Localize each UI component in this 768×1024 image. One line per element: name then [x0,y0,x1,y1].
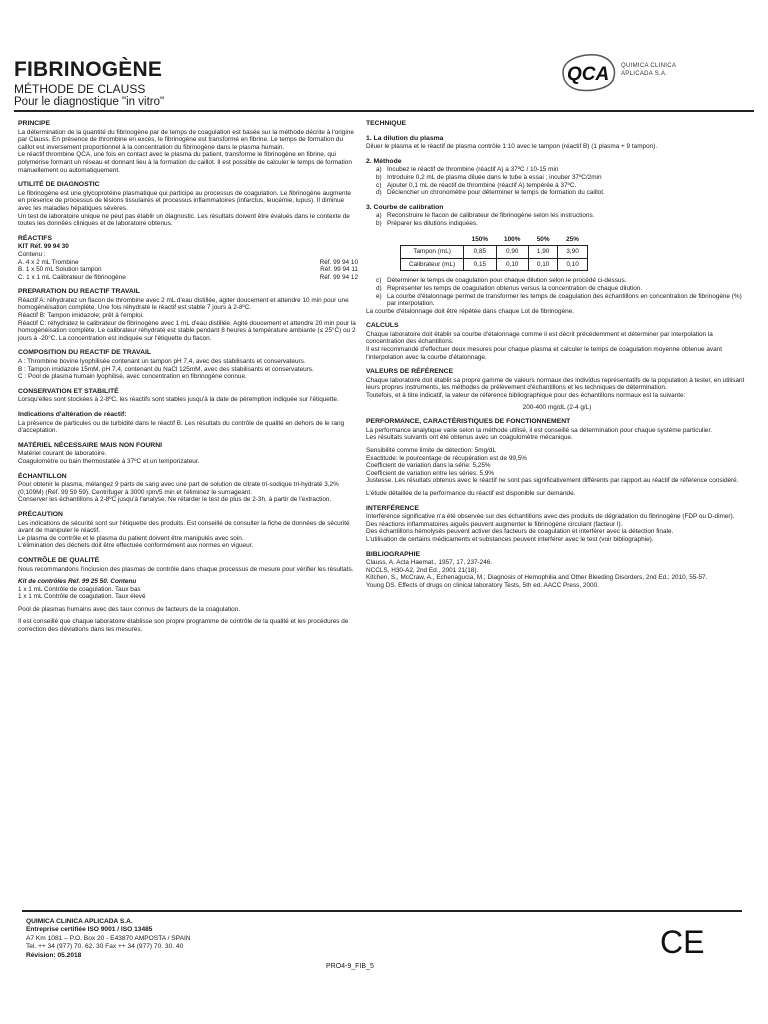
paragraph: L'élimination des déchets doit être effectuée conformément aux normes en vigueur. [18,542,254,550]
paragraph: A : Thrombine bovine lyophilisée contenant un tampon pH 7,4, avec des stabilisants et conservateurs. [18,358,306,366]
control-kit-reference: Kit de contrôles Réf. 99 25 50. Contenu [18,578,137,586]
paragraph: Des réactions inflammatoires aiguës peuvent augmenter le fibrinogène circulant (facteur I). [366,520,623,528]
qca-logo [557,50,732,94]
table-header-row: 150% 100% 50% 25% [471,235,579,243]
list-item: d) Représenter les temps de coagulation obtenus versus la concentration de chaque dilution. [376,284,643,292]
section-heading: PREPARATION DU REACTIF TRAVAIL [18,288,140,296]
company-phone: Tel. ++ 34 (977) 70. 62. 30 Fax ++ 34 (977) 70. 30. 40 [26,943,184,951]
section-heading: CONTRÔLE DE QUALITÉ [18,556,100,564]
subsection-heading: 2. Méthode [366,157,402,165]
logo-line-2: APLICADA S.A. [621,71,668,77]
bibliography-item: NCCLS, H30-A2, 2nd Ed., 2001 21(18). [366,566,479,574]
list-item: Coefficient de variation entre les séries: 5,9% [366,469,495,477]
paragraph: Chaque laboratoire doit établir sa courbe d'étalonnage comme il est décrit précédemment et déterminer par interpolation la concentration des échantillons. [366,330,713,346]
list-item: d) Déclencher un chronomètre pour déterminer le temps de formation du caillot. [376,189,605,197]
paragraph: Le réactif thrombine QCA, une fois en contact avec le plasma du patient, transforme le fibrinogène en fibrine, qui polymérise formant un réseau et donnant lieu à la formation du caillot. Il est possible de calculer le temps de formation manuellement ou automatiquement. [18,151,352,174]
paragraph: Réactif B: Tampon imidazole; prêt à l'emploi. [18,312,144,320]
logo-line-1: QUIMICA CLINICA [621,63,677,69]
bibliography-item: Young DS. Effects of drugs on clinical laboratory Tests, 5th ed. AACC Press, 2000. [366,581,599,589]
paragraph: Un test de laboratoire unique ne peut pas établir un diagnostic. Les résultats doivent être évalués dans le contexte de toutes les données cliniques et de laboratoire obtenus. [18,212,350,228]
paragraph: Diluer le plasma et le réactif de plasma contrôle 1:10 avec le tampon (réactif B) (1 plasma + 9 tampon). [366,143,658,151]
list-item: 1 x 1 mL Contrôle de coagulation. Taux bas [18,585,141,593]
kit-reference: KIT Réf. 99 94 30 [18,243,69,251]
logo-letters: QCA [567,64,610,85]
paragraph: La courbe d'étalonnage doit être répétée dans chaque Lot de fibrinogène. [366,307,575,315]
paragraph: L'utilisation de certains médicaments et substances peuvent interférer avec le test (voir bibliographie). [366,535,654,543]
bibliography-item: Kitchen, S., McCraw, A., Echenagucia, M.; Diagnosis of Hemophilia and Other Bleeding Disorders, 2nd Ed.; 2010, 55-57. [366,574,708,582]
paragraph: La performance analytique varie selon la méthode utilisé, il est conseillé sa détermination pour chaque système particulier. [366,426,712,434]
paragraph: Pour obtenir le plasma, mélangez 9 parts de sang avec une part de solution de citrate tri-sodique tri-hydraté 3,2% (0,109M) (Réf. 99 59 59). Centrifuger à 3000 rpm/5 min et l'éliminez le surnageant. [18,481,339,496]
paragraph: Conserver les échantillons à 2-8ºC jusqu'à l'analyse. Ne rétarder le test de plus de 2-3h. à partir de l'extraction. [18,496,332,504]
bibliography-item: Clauss, A. Acta Haemat., 1957, 17, 237-246. [366,559,493,567]
section-heading: RÉACTIFS [18,234,52,242]
left-column [18,118,358,634]
list-item: c) Ajouter 0,1 mL de réactif de thrombine (réactif A) tempérée à 37ºC. [376,181,577,189]
paragraph: Contenu : [18,250,46,258]
document-reference: PRO4-9_FIB_5 [326,963,374,970]
list-item: Coefficient de variation dans la série: 5,25% [366,462,491,470]
paragraph: L'étude détaillée de la performance du réactif est disponible sur demande. [366,489,576,497]
list-item: e) La courbe d'étalonnage permet de transformer les temps de coagulation des échantillons en concentration de fibrinogène (%) par interpolation. [376,292,742,308]
paragraph: Réactif C: réhydratez le calibrateur de fibrinogène avec 1 mL d'eau distillée. Agité doucement et attendre 20 min pour la homogénéisation complète. Le calibrateur réhydraté est stable pendant 8 heures à température ambiante (≤ 25°C) ou 2 jours à -20°C. La concentration est indiquée sur l'étiquette du flacon. [18,319,356,342]
section-heading: CALCULS [366,322,399,330]
paragraph: Le fibrinogène est une glycoprotéine plasmatique qui participe au processus de coagulation. Le fibrinogène augmente en présence de processus de lésions tissulaires et processus inflammatoires (infarctus, leucémie, lupus). Il diminue avec les maladies hépatiques sévères. [18,189,351,212]
list-item: a) Reconstruire le flacon de calibrateur de fibrinogène selon les instructions. [376,212,595,220]
paragraph: Matériel courant de laboratoire. [18,450,107,458]
list-item: Justesse. Les résultats obtenus avec le réactif ne sont pas significativement différents par rapport au réactif de référence considéré. [366,477,739,485]
certification: Entreprise certifiée ISO 9001 / ISO 13485 [26,926,153,934]
paragraph: Chaque laboratoire doit établir sa propre gamme de valeurs normaux des individus représentatifs de la population à tester, en utilisant leurs propres instruments, les méthodes de prélèvement d'échantillons et les techniques de détermination. [366,376,745,392]
paragraph: Réactif A: réhydratez un flacon de thrombine avec 2 mL d'eau distillée, agiter doucement et attendre 10 min pour une homogénéisation complète. Une fois réhydraté le réactif est stable 7 jours à 2-8ºC. [18,296,349,312]
paragraph: Les résultats suivants ont été obtenus avec un coagulomètre mécanique. [366,434,573,442]
subsection-heading: 1. La dilution du plasma [366,134,444,142]
list-item: c) Déterminer le temps de coagulation pour chaque dilution selon le procédé ci-dessus. [376,277,627,285]
section-heading: Indications d'altération de réactif: [18,411,127,418]
section-heading: PRÉCAUTION [18,510,63,518]
section-heading: CONSERVATION ET STABILITÉ [18,387,119,395]
paragraph: Interférence significative n'a été observée sur des échantillons avec des produits de dégradation du fibrinogène (FDP ou D-dimer). [366,513,735,521]
paragraph: La détermination de la quantité du fibrinogène par de temps de coagulation est basée sur la méthode décrite à l'origine par Clauss. En présence de thrombine en excès, le fibrinogène est transformé en fibrine. Le temps de formation du caillot est inversement proportionnel à la concentration du fibrinogène dans le plasma humain. [18,128,354,151]
subsection-heading: 3. Courbe de calibration [366,203,444,211]
section-heading: INTERFÉRENCE [366,504,419,512]
section-heading: COMPOSITION DU REACTIF DE TRAVAIL [18,349,152,357]
paragraph: Le plasma de contrôle et le plasma du patient doivent être manipulés avec soin. [18,534,244,542]
section-heading: TECHNIQUE [366,120,407,127]
list-item: 1 x 1 mL Contrôle de coagulation. Taux élevé [18,593,146,601]
document-subtitle: MÉTHODE DE CLAUSS [14,82,146,96]
list-item: Exactitude: le pourcentage de récupération est de 99,5% [366,454,527,462]
footer-rule [22,910,742,912]
paragraph: Les indications de sécurité sont sur l'étiquette des produits. Est conseillé de consulter la fiche de données de sécurité avant de manipuler le réactif. [18,519,350,535]
list-item: a) Incubez le réactif de thrombine (réactif A) a 37ºC / 10-15 min [376,166,559,174]
header-rule [14,110,754,112]
section-heading: ÉCHANTILLON [18,472,67,480]
section-heading: BIBLIOGRAPHIE [366,550,421,558]
paragraph: Pool de plasmas humains avec des taux connus de facteurs de la coagulation. [18,605,241,613]
paragraph: Il est recommandé d'effectuer deux mesures pour chaque plasma et calculer le temps de coagulation moyenne obtenue avant l'interpolation avec la courbe d'étalonnage. [366,346,722,361]
list-item: b) Introduire 0,2 mL de plasma diluée dans le tube à essai ; incuber 37ºC/2min [376,173,602,181]
ce-mark-icon [660,925,704,957]
table-row: Tampon (mL) 0,85 0,90 1,90 3,90 [401,246,588,259]
company-name: QUIMICA CLINICA APLICADA S.A. [26,918,133,925]
paragraph: Lorsqu'elles sont stockées à 2-8ºC, les réactifs sont stables jusqu'à la date de péremption indiquée sur l'étiquette. [18,396,339,404]
paragraph: C : Pool de plasma humain lyophilisé, avec concentration en fibrinogène connue. [18,373,247,381]
table-row: Calibrateur (mL) 0,15 0,10 0,10 0,10 [401,258,588,271]
reference-range: 200-400 mg/dL (2-4 g/L) [522,403,592,411]
paragraph: Nous recommandons l'inclusion des plasmas de contrôle dans chaque processus de mesure pour vérifier les résultats. [18,565,354,573]
right-column [366,118,748,590]
list-item: b) Préparer les dilutions indiquées. [376,219,478,227]
reagent-row: A. 4 x 2 mL Trombine Réf. 99 94 10 [18,258,358,266]
paragraph: B : Tampon imidazole 15mM, pH 7,4, contenant du NaCl 125mM, avec des stabilisants et conservateurs. [18,365,314,373]
paragraph: Des échantillons hémolysés peuvent activer des facteurs de coagulation et interférer avec la détection finale. [366,528,674,536]
section-heading: UTILITÉ DE DIAGNOSTIC [18,181,100,189]
qca-logo-icon [557,50,619,94]
section-heading: VALEURS DE RÉFÉRENCE [366,368,454,376]
list-item: Sensibilité comme limite de détection: 5mg/dL [366,447,497,454]
section-heading: PERFORMANCE, CARACTÉRISTIQUES DE FONCTIONNEMENT [366,418,571,426]
document-title: FIBRINOGÈNE [14,58,163,81]
footer-block [26,918,191,960]
paragraph: Coagulomètre ou bain thermostatée à 37ºC et un temporizateur. [18,457,200,465]
ce-mark-text: CE [660,925,704,957]
document-subtitle-2: Pour le diagnostique "in vitro" [14,96,165,108]
section-heading: PRINCIPE [18,120,51,127]
reagent-row: B. 1 x 50 mL Solution tampon Réf. 99 94 11 [18,266,358,274]
section-heading: MATÉRIEL NÉCESSAIRE MAIS NON FOURNI [18,441,163,449]
calibration-table [400,234,588,272]
reagent-row: C. 1 x 1 mL Calibrateur de fibrinogène Réf. 99 94 12 [18,273,358,281]
paragraph: La présence de particules ou de turbidité dans le réactif B. Les résultats du contrôle de qualité en dehors de le rang d'acceptation. [18,419,345,435]
paragraph: Toutefois, et à titre indicatif, la valeur de référence bibliographique pour des échantillons normaux est la suivante: [366,392,686,400]
revision: Révision: 05.2018 [26,951,82,959]
company-address: A7 Km 1081 – P.O. Box 20 - E43870 AMPOSTA / SPAIN [26,934,191,942]
paragraph: Il est conseillé que chaque laboratoire établisse son propre programme de contrôle de la qualité et les procédures de correction des déviations dans les mesures. [18,618,349,634]
